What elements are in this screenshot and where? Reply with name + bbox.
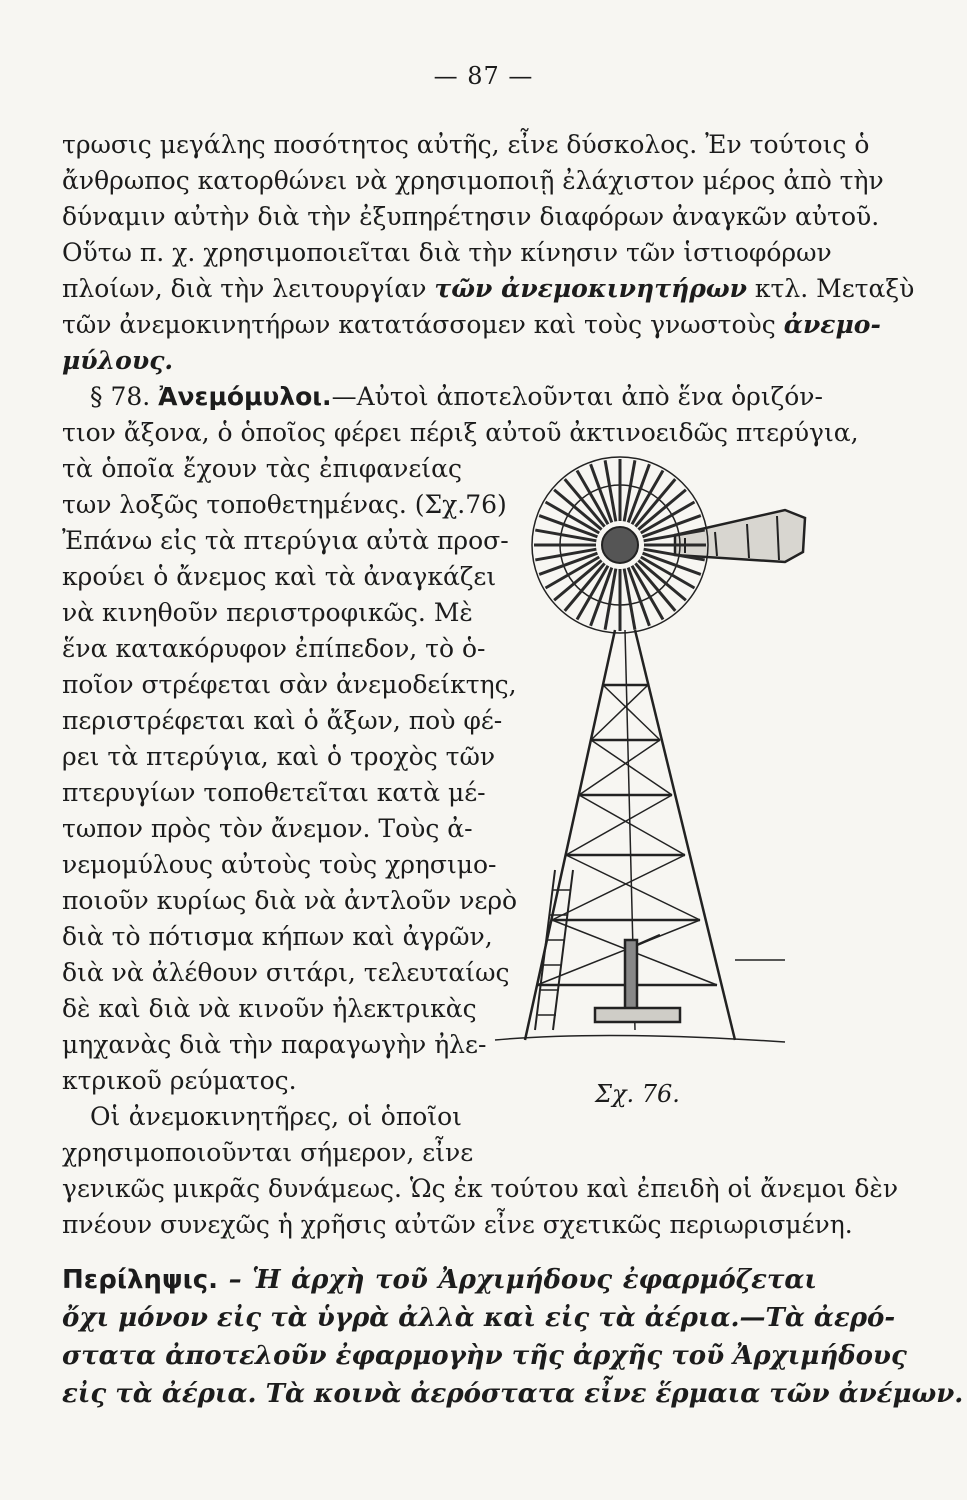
section-heading-line [62,380,823,414]
text-line [62,308,881,342]
section-number: § 78. [90,382,151,411]
section-title: Ἀνεμόμυλοι. [158,382,332,411]
text-line: χρησιμοποιοῦνται σήμερον, εἶνε [62,1138,474,1167]
summary-line: ὄχι μόνον εἰς τὰ ὑγρὰ ἀλλὰ καὶ εἰς τὰ ἀέρια.—Τὰ ἀερό- [62,1303,896,1333]
text-line: ἄνθρωπος κατορθώνει νὰ χρησιμοποιῇ ἐλάχιστον μέρος ἀπὸ τὴν [62,166,884,195]
text-line: διὰ τὸ πότισμα κήπων καὶ ἀγρῶν, [62,922,493,951]
text-line [62,272,915,306]
text-line: ποῖον στρέφεται σὰν ἀνεμοδείκτης, [62,670,517,699]
figure-caption: Σχ. 76. [595,1080,680,1108]
text-line: διὰ νὰ ἀλέθουν σιτάρι, τελευταίως [62,958,510,987]
page-number: — 87 — [433,62,534,90]
text-span: – Ἡ ἀρχὴ τοῦ Ἀρχιμήδους ἐφαρμόζεται [228,1265,817,1295]
text-line: τιον ἄξονα, ὁ ὁποῖος φέρει πέριξ αὐτοῦ ἀκτινοειδῶς πτερύγια, [62,418,859,447]
text-line: νὰ κινηθοῦν περιστροφικῶς. Μὲ [62,598,473,627]
text-line: ἕνα κατακόρυφον ἐπίπεδον, τὸ ὁ- [62,634,486,663]
text-line [62,344,173,378]
text-line: Ἐπάνω εἰς τὰ πτερύγια αὐτὰ προσ- [62,526,509,555]
bold-term: τῶν ἀνεμοκινητήρων [434,274,747,303]
text-line: πνέουν συνεχῶς ἡ χρῆσις αὐτῶν εἶνε σχετικῶς περιωρισμένη. [62,1210,853,1239]
text-line: τὰ ὁποῖα ἔχουν τὰς ἐπιφανείας [62,454,462,483]
summary-line: στατα ἀποτελοῦν ἐφαρμογὴν τῆς ἀρχῆς τοῦ Ἀρχιμήδους [62,1341,907,1371]
text-span: κτλ. Μεταξὺ [754,274,915,303]
text-line: δύναμιν αὐτὴν διὰ τὴν ἐξυπηρέτησιν διαφόρων ἀναγκῶν αὐτοῦ. [62,202,880,231]
text-line: των λοξῶς τοποθετημένας. (Σχ.76) [62,490,507,519]
text-span: —Αὐτοὶ ἀποτελοῦνται ἀπὸ ἕνα ὁριζόν- [331,382,823,411]
summary-line [62,1262,817,1298]
text-line: κρούει ὁ ἄνεμος καὶ τὰ ἀναγκάζει [62,562,497,591]
text-line: κτρικοῦ ρεύματος. [62,1066,297,1095]
text-line: ποιοῦν κυρίως διὰ νὰ ἀντλοῦν νερὸ [62,886,518,915]
summary-line: εἰς τὰ ἀέρια. Τὰ κοινὰ ἀερόστατα εἶνε ἕρμαια τῶν ἀνέμων. [62,1379,964,1409]
text-line: νεμομύλους αὐτοὺς τοὺς χρησιμο- [62,850,497,879]
text-line: Οἱ ἀνεμοκινητῆρες, οἱ ὁποῖοι [90,1102,462,1131]
text-line: Οὕτω π. χ. χρησιμοποιεῖται διὰ τὴν κίνησιν τῶν ἱστιοφόρων [62,238,832,267]
bold-term: ἀνεμο- [783,310,881,339]
text-line: μηχανὰς διὰ τὴν παραγωγὴν ἠλε- [62,1030,487,1059]
text-span: πλοίων, διὰ τὴν λειτουργίαν [62,274,427,303]
text-line: ρει τὰ πτερύγια, καὶ ὁ τροχὸς τῶν [62,742,496,771]
text-line: περιστρέφεται καὶ ὁ ἄξων, ποὺ φέ- [62,706,503,735]
summary-heading: Περίληψις. [62,1265,218,1295]
text-line: τρωσις μεγάλης ποσότητος αὐτῆς, εἶνε δύσκολος. Ἐν τούτοις ὁ [62,130,870,159]
text-line: δὲ καὶ διὰ νὰ κινοῦν ἠλεκτρικὰς [62,994,477,1023]
text-line: πτερυγίων τοποθετεῖται κατὰ μέ- [62,778,486,807]
bold-term: μύλους. [62,346,174,375]
text-line: γενικῶς μικρᾶς δυνάμεως. Ὡς ἐκ τούτου καὶ ἐπειδὴ οἱ ἄνεμοι δὲν [62,1174,899,1203]
text-line: τωπον πρὸς τὸν ἄνεμον. Τοὺς ἀ- [62,814,473,843]
windmill-illustration [485,440,825,1060]
text-span: τῶν ἀνεμοκινητήρων κατατάσσομεν καὶ τοὺς γνωστοὺς [62,310,776,339]
